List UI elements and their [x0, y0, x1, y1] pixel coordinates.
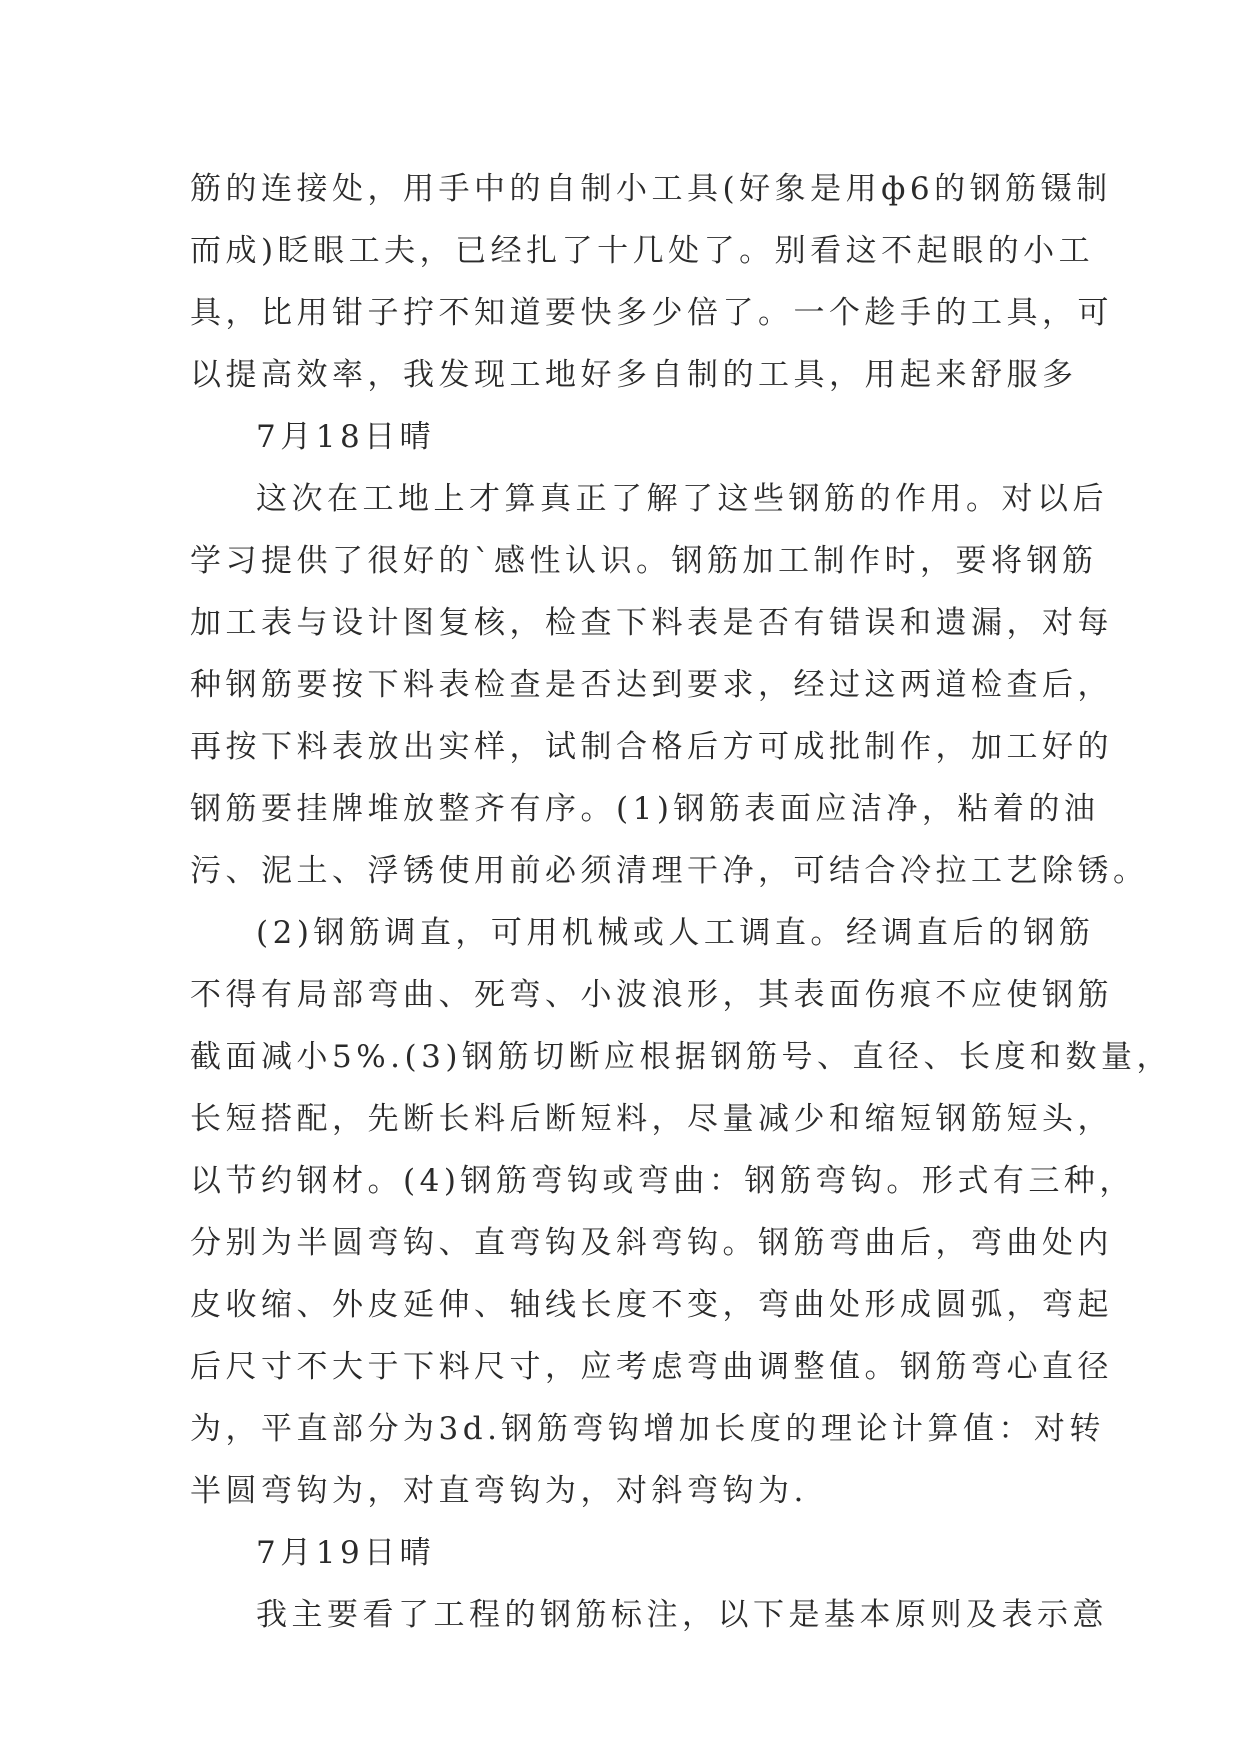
text-line: 为，平直部分为3d.钢筋弯钩增加长度的理论计算值：对转	[190, 1411, 1105, 1447]
text-line: 筋的连接处，用手中的自制小工具(好象是用ф6的钢筋镊制	[190, 171, 1112, 207]
text-line: 种钢筋要按下料表检查是否达到要求，经过这两道检查后，	[190, 667, 1113, 703]
text-line: 污、泥土、浮锈使用前必须清理干净，可结合冷拉工艺除锈。	[190, 853, 1149, 889]
text-line: 具，比用钳子拧不知道要快多少倍了。一个趁手的工具，可	[190, 295, 1113, 331]
text-line: 后尺寸不大于下料尺寸，应考虑弯曲调整值。钢筋弯心直径	[190, 1349, 1113, 1385]
text-line: 学习提供了很好的`感性认识。钢筋加工制作时，要将钢筋	[190, 543, 1098, 579]
date-heading: 7月18日晴	[256, 419, 436, 455]
text-line: 长短搭配，先断长料后断短料，尽量减少和缩短钢筋短头，	[190, 1101, 1113, 1137]
text-line: 钢筋要挂牌堆放整齐有序。(1)钢筋表面应洁净，粘着的油	[190, 791, 1100, 827]
text-line: 再按下料表放出实样，试制合格后方可成批制作，加工好的	[190, 729, 1113, 765]
body-text	[190, 158, 1172, 1646]
text-line: 截面减小5%.(3)钢筋切断应根据钢筋号、直径、长度和数量，	[190, 1039, 1172, 1075]
text-line: 而成)眨眼工夫，已经扎了十几处了。别看这不起眼的小工	[190, 233, 1095, 269]
text-line: 这次在工地上才算真正了解了这些钢筋的作用。对以后	[256, 481, 1108, 517]
text-line: 加工表与设计图复核，检查下料表是否有错误和遗漏，对每	[190, 605, 1113, 641]
text-line: 我主要看了工程的钢筋标注，以下是基本原则及表示意	[256, 1597, 1108, 1633]
text-line: 半圆弯钩为，对直弯钩为，对斜弯钩为.	[190, 1473, 808, 1509]
text-line: 以提高效率，我发现工地好多自制的工具，用起来舒服多	[190, 357, 1078, 393]
text-line: 皮收缩、外皮延伸、轴线长度不变，弯曲处形成圆弧，弯起	[190, 1287, 1113, 1323]
date-heading: 7月19日晴	[256, 1535, 436, 1571]
text-line: 以节约钢材。(4)钢筋弯钩或弯曲：钢筋弯钩。形式有三种，	[190, 1163, 1135, 1199]
text-line: 不得有局部弯曲、死弯、小波浪形，其表面伤痕不应使钢筋	[190, 977, 1113, 1013]
text-line: (2)钢筋调直，可用机械或人工调直。经调直后的钢筋	[256, 915, 1095, 951]
text-line: 分别为半圆弯钩、直弯钩及斜弯钩。钢筋弯曲后，弯曲处内	[190, 1225, 1113, 1261]
